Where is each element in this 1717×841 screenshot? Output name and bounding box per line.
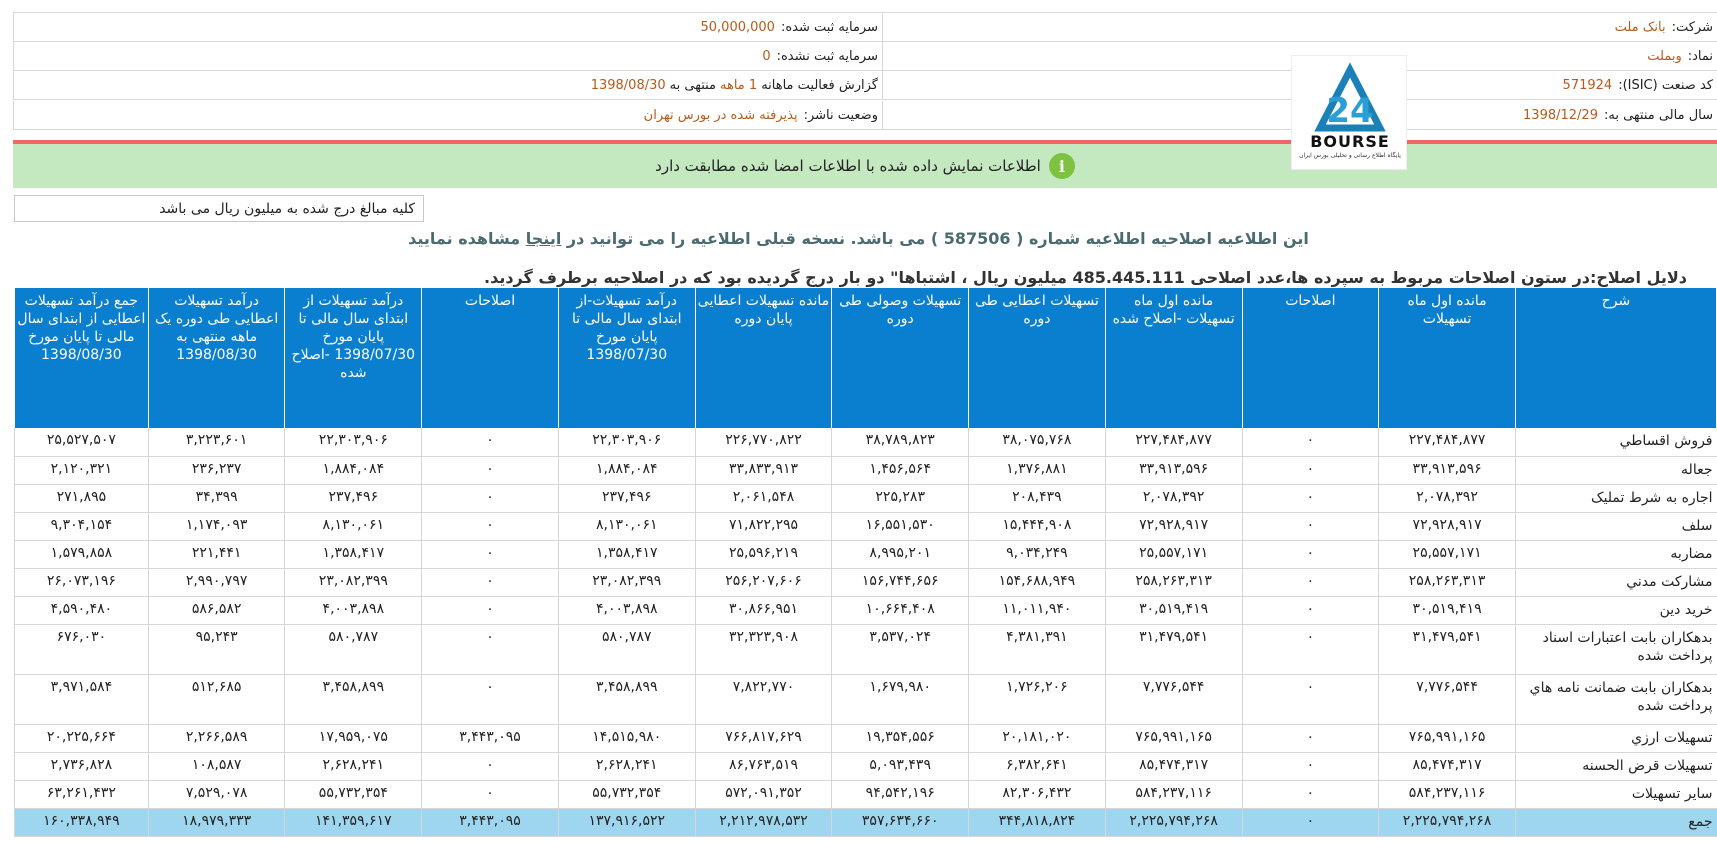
table-row (15, 674, 1717, 724)
table-row (15, 596, 1717, 624)
row-value: ۰ (1242, 808, 1379, 836)
table-row (15, 780, 1717, 808)
row-value: ۶,۳۸۲,۶۴۱ (969, 752, 1106, 780)
row-value: ۳۵۷,۶۳۴,۶۶۰ (832, 808, 969, 836)
company-value[interactable]: بانک ملت (1614, 20, 1666, 35)
row-value: ۳۰,۵۱۹,۴۱۹ (1379, 596, 1516, 624)
row-value: ۴,۵۹۰,۴۸۰ (15, 596, 149, 624)
row-value: ۲,۰۷۸,۳۹۲ (1379, 484, 1516, 512)
row-value: ۱۰۸,۵۸۷ (148, 752, 285, 780)
row-value: ۵۵,۷۳۲,۳۵۴ (558, 780, 695, 808)
unreg-capital-cell (13, 42, 883, 71)
column-header: درآمد تسهیلات-از ابتدای سال مالی تا پایان مورخ 1398/07/30 (558, 288, 695, 428)
row-value: ۰ (422, 596, 559, 624)
row-description: جمع (1515, 808, 1716, 836)
row-value: ۷۶۶,۸۱۷,۶۲۹ (695, 724, 832, 752)
row-value: ۲۵,۵۹۶,۲۱۹ (695, 540, 832, 568)
row-value: ۰ (422, 540, 559, 568)
row-value: ۴,۰۰۳,۸۹۸ (558, 596, 695, 624)
fiscal-cell (817, 101, 1717, 130)
row-value: ۱۷,۹۵۹,۰۷۵ (285, 724, 422, 752)
table-row (15, 540, 1717, 568)
row-value: ۳,۵۳۷,۰۲۴ (832, 624, 969, 674)
row-value: ۱,۳۷۶,۸۸۱ (969, 456, 1106, 484)
table-row (15, 724, 1717, 752)
row-value: ۱,۳۵۸,۴۱۷ (558, 540, 695, 568)
row-value: ۶۷۶,۰۳۰ (15, 624, 149, 674)
bourse-logo-text: BOURSE (1310, 132, 1390, 151)
info-icon: i (1049, 153, 1075, 179)
row-value: ۱۶,۵۵۱,۵۳۰ (832, 512, 969, 540)
row-value: ۰ (1242, 512, 1379, 540)
row-value: ۳۱,۴۷۹,۵۴۱ (1105, 624, 1242, 674)
row-value: ۲۵۸,۲۶۳,۳۱۳ (1105, 568, 1242, 596)
row-value: ۰ (1242, 568, 1379, 596)
row-value: ۰ (1242, 780, 1379, 808)
row-description: تسهيلات قرض الحسنه (1515, 752, 1716, 780)
row-value: ۰ (1242, 484, 1379, 512)
row-value: ۳,۴۴۳,۰۹۵ (422, 808, 559, 836)
row-value: ۳,۴۴۳,۰۹۵ (422, 724, 559, 752)
row-value: ۳۲,۳۲۳,۹۰۸ (695, 624, 832, 674)
row-value: ۰ (1242, 724, 1379, 752)
row-value: ۳۴۴,۸۱۸,۸۲۴ (969, 808, 1106, 836)
row-value: ۹۴,۵۴۲,۱۹۶ (832, 780, 969, 808)
row-value: ۲۵,۵۵۷,۱۷۱ (1379, 540, 1516, 568)
row-value: ۹۵,۲۴۳ (148, 624, 285, 674)
row-value: ۲۳,۰۸۲,۳۹۹ (285, 568, 422, 596)
fiscal-value: 1398/12/29 (1523, 108, 1598, 123)
row-value: ۰ (422, 484, 559, 512)
row-value: ۳۳,۹۱۳,۵۹۶ (1379, 456, 1516, 484)
row-value: ۲۵۶,۲۰۷,۶۰۶ (695, 568, 832, 596)
row-value: ۸۶,۷۶۳,۵۱۹ (695, 752, 832, 780)
row-value: ۰ (1242, 596, 1379, 624)
column-header: درآمد تسهیلات از ابتدای سال مالی تا پایان مورخ 1398/07/30 -اصلاح شده (285, 288, 422, 428)
row-value: ۱,۸۸۴,۰۸۴ (285, 456, 422, 484)
correction-notice (0, 229, 1717, 248)
row-value: ۱,۸۸۴,۰۸۴ (558, 456, 695, 484)
row-value: ۳,۴۵۸,۸۹۹ (285, 674, 422, 724)
row-description: بدهکاران بابت ضمانت نامه هاي پرداخت شده (1515, 674, 1716, 724)
unreg-capital-label: سرمایه ثبت نشده: (776, 49, 878, 64)
row-value: ۸,۹۹۵,۲۰۱ (832, 540, 969, 568)
row-value: ۵۸۶,۵۸۲ (148, 596, 285, 624)
table-row (15, 512, 1717, 540)
row-value: ۳,۴۵۸,۸۹۹ (558, 674, 695, 724)
row-value: ۰ (1242, 674, 1379, 724)
row-value: ۳,۲۲۳,۶۰۱ (148, 428, 285, 456)
fiscal-label: سال مالی منتهی به: (1603, 108, 1713, 123)
row-value: ۲۲۷,۴۸۴,۸۷۷ (1379, 428, 1516, 456)
row-value: ۲,۲۶۶,۵۸۹ (148, 724, 285, 752)
row-value: ۲۳۷,۴۹۶ (285, 484, 422, 512)
row-value: ۲,۷۳۶,۸۲۸ (15, 752, 149, 780)
correction-reason: دلایل اصلاح:در ستون اصلاحات مربوط به سپرده ها،عدد اصلاحی 485.445.111 میلیون ریال ، اشتباها" دو بار درج گردیده بود که در اصلاحیه برطرف گردید. (484, 268, 1687, 287)
row-value: ۰ (1242, 456, 1379, 484)
verification-text: اطلاعات نمایش داده شده با اطلاعات امضا شده مطابقت دارد (655, 157, 1041, 175)
row-description: مضاربه (1515, 540, 1716, 568)
row-description: اجاره به شرط تمليک (1515, 484, 1716, 512)
row-value: ۲۷۱,۸۹۵ (15, 484, 149, 512)
report-date: 1398/08/30 (590, 78, 666, 93)
isic-value: 571924 (1562, 78, 1613, 93)
row-value: ۸۲,۳۰۶,۴۳۲ (969, 780, 1106, 808)
row-value: ۲۵۸,۲۶۳,۳۱۳ (1379, 568, 1516, 596)
row-value: ۳۳,۹۱۳,۵۹۶ (1105, 456, 1242, 484)
table-row (15, 456, 1717, 484)
row-value: ۷۶۵,۹۹۱,۱۶۵ (1105, 724, 1242, 752)
row-value: ۵۷۲,۰۹۱,۳۵۲ (695, 780, 832, 808)
row-value: ۲۲۷,۴۸۴,۸۷۷ (1105, 428, 1242, 456)
row-value: ۰ (1242, 540, 1379, 568)
row-value: ۵۸۰,۷۸۷ (285, 624, 422, 674)
row-value: ۰ (422, 674, 559, 724)
table-row (15, 752, 1717, 780)
row-value: ۲,۲۲۵,۷۹۴,۲۶۸ (1105, 808, 1242, 836)
row-value: ۴,۰۰۳,۸۹۸ (285, 596, 422, 624)
row-value: ۲۲۵,۲۸۳ (832, 484, 969, 512)
row-value: ۵۵,۷۳۲,۳۵۴ (285, 780, 422, 808)
table-body (15, 428, 1717, 836)
row-value: ۲,۰۶۱,۵۴۸ (695, 484, 832, 512)
total-row (15, 808, 1717, 836)
table-row (15, 624, 1717, 674)
report-months: 1 ماهه (720, 78, 758, 93)
row-value: ۵۸۰,۷۸۷ (558, 624, 695, 674)
row-description: خريد دين (1515, 596, 1716, 624)
row-value: ۵۸۴,۲۳۷,۱۱۶ (1105, 780, 1242, 808)
column-header: مانده اول ماه تسهیلات (1379, 288, 1516, 428)
row-value: ۲۶,۰۷۳,۱۹۶ (15, 568, 149, 596)
row-value: ۶۳,۲۶۱,۴۳۲ (15, 780, 149, 808)
row-value: ۹,۰۳۴,۲۴۹ (969, 540, 1106, 568)
column-header: مانده اول ماه تسهیلات -اصلاح شده (1105, 288, 1242, 428)
row-value: ۲,۲۱۲,۹۷۸,۵۳۲ (695, 808, 832, 836)
row-value: ۳۰,۵۱۹,۴۱۹ (1105, 596, 1242, 624)
column-header: اصلاحات (1242, 288, 1379, 428)
row-value: ۰ (422, 428, 559, 456)
previous-version-link[interactable]: اینجا (525, 229, 562, 248)
row-description: سلف (1515, 512, 1716, 540)
row-value: ۲,۹۹۰,۷۹۷ (148, 568, 285, 596)
report-mid: منتهی به (669, 78, 717, 93)
status-value: پذیرفته شده در بورس تهران (643, 108, 798, 123)
row-value: ۷۲,۹۲۸,۹۱۷ (1379, 512, 1516, 540)
row-description: تسهيلات ارزي (1515, 724, 1716, 752)
table-header (15, 288, 1717, 428)
row-value: ۰ (1242, 624, 1379, 674)
row-value: ۲,۶۲۸,۲۴۱ (558, 752, 695, 780)
row-value: ۵۱۲,۶۸۵ (148, 674, 285, 724)
row-value: ۰ (1242, 752, 1379, 780)
row-value: ۲۰,۱۸۱,۰۲۰ (969, 724, 1106, 752)
row-value: ۲۰,۲۲۵,۶۶۴ (15, 724, 149, 752)
row-value: ۲۰۸,۴۳۹ (969, 484, 1106, 512)
row-value: ۰ (422, 512, 559, 540)
correction-notice-text-1: این اطلاعیه اصلاحیه اطلاعیه شماره ( 587506 ) می باشد. نسخه قبلی اطلاعیه را می توانید در (566, 229, 1309, 248)
row-value: ۱۱,۰۱۱,۹۴۰ (969, 596, 1106, 624)
report-cell (13, 71, 883, 100)
row-value: ۳,۹۷۱,۵۸۴ (15, 674, 149, 724)
row-value: ۲۳۶,۲۳۷ (148, 456, 285, 484)
row-value: ۱,۴۵۶,۵۶۴ (832, 456, 969, 484)
row-value: ۱۴,۵۱۵,۹۸۰ (558, 724, 695, 752)
row-description: مشارکت مدني (1515, 568, 1716, 596)
row-value: ۰ (422, 568, 559, 596)
row-description: فروش اقساطي (1515, 428, 1716, 456)
row-value: ۱۵۴,۶۸۸,۹۴۹ (969, 568, 1106, 596)
row-value: ۱۸,۹۷۹,۳۳۳ (148, 808, 285, 836)
row-value: ۵,۰۹۳,۴۳۹ (832, 752, 969, 780)
row-value: ۱,۶۷۹,۹۸۰ (832, 674, 969, 724)
row-value: ۱۵۶,۷۴۴,۶۵۶ (832, 568, 969, 596)
symbol-cell (817, 42, 1717, 71)
table-row (15, 484, 1717, 512)
row-value: ۱۶۰,۳۳۸,۹۴۹ (15, 808, 149, 836)
row-value: ۸۵,۴۷۴,۳۱۷ (1379, 752, 1516, 780)
isic-cell (817, 71, 1717, 100)
verification-banner (13, 144, 1717, 188)
bourse-logo-subtitle: پایگاه اطلاع رسانی و تحلیلی بورس ایران (1299, 152, 1401, 159)
capital-label: سرمایه ثبت شده: (780, 20, 878, 35)
row-value: ۱۹,۳۵۴,۵۵۶ (832, 724, 969, 752)
capital-cell (13, 13, 883, 42)
table-row (15, 428, 1717, 456)
row-value: ۳۸,۷۸۹,۸۲۳ (832, 428, 969, 456)
row-value: ۰ (422, 780, 559, 808)
row-value: ۰ (422, 456, 559, 484)
header-row-4 (13, 101, 1717, 130)
row-value: ۳۰,۸۶۶,۹۵۱ (695, 596, 832, 624)
row-value: ۴,۳۸۱,۳۹۱ (969, 624, 1106, 674)
report-header (13, 12, 1717, 130)
facilities-table (14, 288, 1717, 837)
header-row-1 (13, 13, 1717, 42)
row-value: ۷,۵۲۹,۰۷۸ (148, 780, 285, 808)
row-value: ۰ (422, 624, 559, 674)
isic-label: کد صنعت (ISIC): (1618, 78, 1713, 93)
status-label: وضعیت ناشر: (803, 108, 878, 123)
bourse-logo[interactable] (1291, 55, 1407, 170)
row-value: ۱۵,۴۴۴,۹۰۸ (969, 512, 1106, 540)
row-description: بدهکاران بابت اعتبارات اسناد پرداخت شده (1515, 624, 1716, 674)
row-value: ۰ (422, 752, 559, 780)
row-value: ۰ (1242, 428, 1379, 456)
row-value: ۷۲,۹۲۸,۹۱۷ (1105, 512, 1242, 540)
symbol-label: نماد: (1687, 49, 1713, 64)
company-label: شرکت: (1671, 20, 1713, 35)
column-header: درآمد تسهیلات اعطایی طی دوره یک ماهه منتهی به 1398/08/30 (148, 288, 285, 428)
row-value: ۳۳,۸۳۳,۹۱۳ (695, 456, 832, 484)
column-header: جمع درآمد تسهیلات اعطایی از ابتدای سال مالی تا پایان مورخ 1398/08/30 (15, 288, 149, 428)
row-value: ۲۵,۵۲۷,۵۰۷ (15, 428, 149, 456)
symbol-value[interactable]: وبملت (1647, 49, 1682, 64)
row-value: ۵۸۴,۲۳۷,۱۱۶ (1379, 780, 1516, 808)
row-value: ۲۲,۳۰۳,۹۰۶ (285, 428, 422, 456)
column-header: اصلاحات (422, 288, 559, 428)
row-value: ۲۵,۵۵۷,۱۷۱ (1105, 540, 1242, 568)
row-value: ۷۶۵,۹۹۱,۱۶۵ (1379, 724, 1516, 752)
row-value: ۲۳۷,۴۹۶ (558, 484, 695, 512)
row-value: ۹,۳۰۴,۱۵۴ (15, 512, 149, 540)
row-description: ساير تسهيلات (1515, 780, 1716, 808)
row-value: ۲,۱۲۰,۳۲۱ (15, 456, 149, 484)
column-header: مانده تسهیلات اعطایی پایان دوره (695, 288, 832, 428)
row-value: ۸,۱۳۰,۰۶۱ (558, 512, 695, 540)
company-cell (817, 13, 1717, 42)
table-row (15, 568, 1717, 596)
row-value: ۲۲۶,۷۷۰,۸۲۲ (695, 428, 832, 456)
row-value: ۲۲۱,۴۴۱ (148, 540, 285, 568)
row-value: ۲,۰۷۸,۳۹۲ (1105, 484, 1242, 512)
row-value: ۳۱,۴۷۹,۵۴۱ (1379, 624, 1516, 674)
row-value: ۷,۷۷۶,۵۴۴ (1105, 674, 1242, 724)
row-value: ۱,۳۵۸,۴۱۷ (285, 540, 422, 568)
row-value: ۱,۵۷۹,۸۵۸ (15, 540, 149, 568)
capital-value: 50,000,000 (700, 20, 775, 35)
row-value: ۱۰,۶۶۴,۴۰۸ (832, 596, 969, 624)
table-header-row (15, 288, 1717, 428)
row-value: ۲۳,۰۸۲,۳۹۹ (558, 568, 695, 596)
column-header: شرح (1515, 288, 1716, 428)
row-description: جعاله (1515, 456, 1716, 484)
correction-notice-text-2: مشاهده نمایید (408, 229, 521, 248)
row-value: ۱۴۱,۳۵۹,۶۱۷ (285, 808, 422, 836)
row-value: ۳۸,۰۷۵,۷۶۸ (969, 428, 1106, 456)
row-value: ۷,۷۷۶,۵۴۴ (1379, 674, 1516, 724)
row-value: ۱۳۷,۹۱۶,۵۲۲ (558, 808, 695, 836)
unit-note: کلیه مبالغ درج شده به میلیون ریال می باشد (14, 195, 424, 222)
header-row-2 (13, 42, 1717, 71)
status-cell (13, 101, 883, 130)
row-value: ۷۱,۸۲۲,۲۹۵ (695, 512, 832, 540)
row-value: ۸,۱۳۰,۰۶۱ (285, 512, 422, 540)
row-value: ۱,۷۲۶,۲۰۶ (969, 674, 1106, 724)
row-value: ۲,۲۲۵,۷۹۴,۲۶۸ (1379, 808, 1516, 836)
svg-text:24: 24 (1326, 91, 1374, 131)
column-header: تسهیلات وصولی طی دوره (832, 288, 969, 428)
row-value: ۱,۱۷۴,۰۹۳ (148, 512, 285, 540)
row-value: ۸۵,۴۷۴,۳۱۷ (1105, 752, 1242, 780)
column-header: تسهیلات اعطایی طی دوره (969, 288, 1106, 428)
report-prefix: گزارش فعالیت ماهانه (761, 78, 878, 93)
unreg-capital-value: 0 (762, 49, 771, 64)
row-value: ۳۴,۳۹۹ (148, 484, 285, 512)
row-value: ۲۲,۳۰۳,۹۰۶ (558, 428, 695, 456)
header-row-3 (13, 71, 1717, 100)
row-value: ۲,۶۲۸,۲۴۱ (285, 752, 422, 780)
row-value: ۷,۸۲۲,۷۷۰ (695, 674, 832, 724)
